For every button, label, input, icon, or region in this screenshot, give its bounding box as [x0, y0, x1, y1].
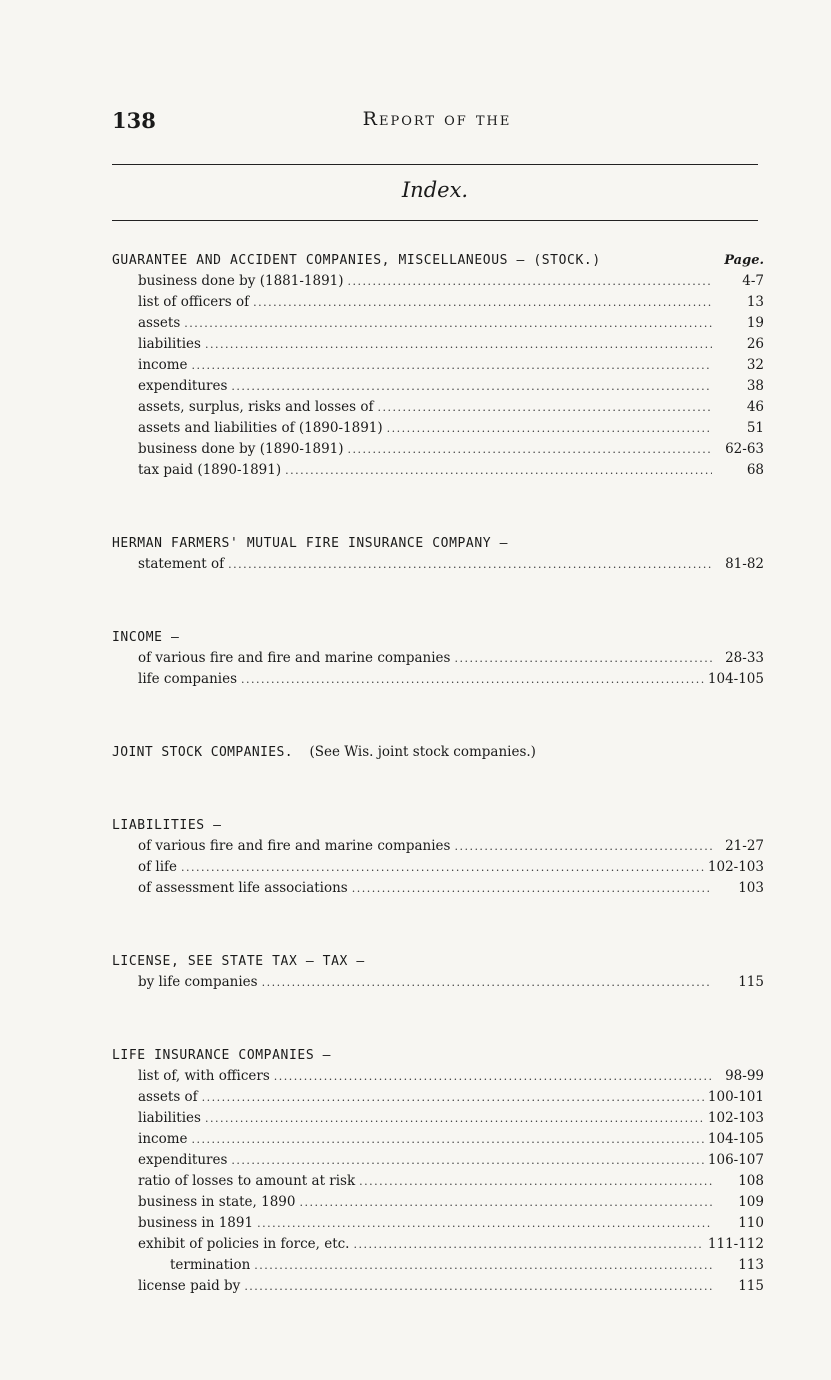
page-column-label: Page. [724, 253, 764, 268]
running-header [112, 108, 762, 138]
section-gap [112, 575, 764, 627]
entry-page: 111-112 [707, 1236, 764, 1252]
entry-label: of various fire and fire and marine companies [138, 650, 451, 666]
entry-page: 115 [738, 974, 764, 990]
entry-label: business in 1891 [138, 1215, 254, 1231]
entry-page: 21-27 [725, 838, 764, 854]
section-heading [112, 533, 764, 554]
section-gap [112, 481, 764, 533]
index-section-liabilities [112, 815, 764, 899]
section-heading [112, 627, 764, 648]
joint-stock-heading-text: JOINT STOCK COMPANIES. [112, 745, 293, 760]
index-entry [112, 1171, 764, 1192]
entry-page: 104-105 [707, 671, 764, 687]
leader-dots [244, 1276, 712, 1297]
entry-page: 68 [746, 462, 764, 478]
entry-label: ratio of losses to amount at risk [138, 1173, 356, 1189]
entry-label: tax paid (1890-1891) [138, 462, 282, 478]
index-section-license [112, 951, 764, 993]
entry-page: 100-101 [707, 1089, 764, 1105]
entry-label: liabilities [138, 336, 201, 352]
section-heading [112, 951, 764, 972]
entry-label: of assessment life associations [138, 880, 348, 896]
section-gap [112, 763, 764, 815]
section-gap [112, 690, 764, 742]
index-content [112, 250, 764, 1297]
index-entry [112, 669, 764, 690]
index-title: Index. [401, 178, 469, 202]
index-entry [112, 418, 764, 439]
index-entry [112, 397, 764, 418]
entry-label: liabilities [138, 1110, 201, 1126]
entry-label: assets and liabilities of (1890-1891) [138, 420, 383, 436]
section-heading [112, 815, 764, 836]
index-entry [112, 836, 764, 857]
page-number: 138 [112, 108, 156, 133]
entry-label: expenditures [138, 1152, 228, 1168]
leader-dots [254, 1255, 712, 1276]
leader-dots [228, 554, 712, 575]
index-entry [112, 1234, 764, 1255]
leader-dots [387, 418, 712, 439]
entry-page: 113 [738, 1257, 764, 1273]
index-entry [112, 972, 764, 993]
leader-dots [352, 878, 712, 899]
entry-page: 46 [746, 399, 764, 415]
entry-label: list of officers of [138, 294, 250, 310]
entry-label: by life companies [138, 974, 258, 990]
entry-page: 81-82 [725, 556, 764, 572]
entry-page: 32 [746, 357, 764, 373]
entry-page: 62-63 [725, 441, 764, 457]
leader-dots [253, 292, 712, 313]
entry-label: exhibit of policies in force, etc. [138, 1236, 350, 1252]
entry-label: statement of [138, 556, 225, 572]
entry-page: 102-103 [707, 859, 764, 875]
entry-label: life companies [138, 671, 238, 687]
entry-label: income [138, 357, 188, 373]
section-heading-text: LIABILITIES — [112, 818, 222, 833]
entry-page: 98-99 [725, 1068, 764, 1084]
leader-dots [359, 1171, 712, 1192]
entry-page: 28-33 [725, 650, 764, 666]
section-heading [112, 250, 764, 271]
bottom-rule [112, 220, 758, 221]
leader-dots [192, 1129, 704, 1150]
leader-dots [377, 397, 712, 418]
leader-dots [454, 836, 712, 857]
entry-page: 109 [738, 1194, 764, 1210]
index-section-guarantee [112, 250, 764, 481]
index-entry [112, 1255, 764, 1276]
entry-label: business done by (1890-1891) [138, 441, 344, 457]
entry-label: assets, surplus, risks and losses of [138, 399, 374, 415]
entry-page: 103 [738, 880, 764, 896]
index-entry [112, 1276, 764, 1297]
leader-dots [205, 1108, 704, 1129]
leader-dots [184, 313, 712, 334]
index-entry [112, 355, 764, 376]
index-entry [112, 292, 764, 313]
index-entry [112, 1150, 764, 1171]
leader-dots [348, 439, 712, 460]
leader-dots [257, 1213, 712, 1234]
index-section-joint-stock [112, 742, 764, 763]
entry-page: 19 [746, 315, 764, 331]
index-entry [112, 1066, 764, 1087]
entry-label: license paid by [138, 1278, 241, 1294]
entry-label: business in state, 1890 [138, 1194, 296, 1210]
index-entry [112, 1087, 764, 1108]
entry-page: 104-105 [707, 1131, 764, 1147]
entry-page: 4-7 [742, 273, 764, 289]
entry-page: 115 [738, 1278, 764, 1294]
section-gap [112, 993, 764, 1045]
leader-dots [262, 972, 712, 993]
top-rule [112, 164, 758, 165]
index-entry [112, 439, 764, 460]
running-title: Report of the [362, 108, 512, 130]
section-gap [112, 899, 764, 951]
index-section-income [112, 627, 764, 690]
joint-stock-heading [112, 742, 764, 763]
entry-label: income [138, 1131, 188, 1147]
leader-dots [231, 1150, 704, 1171]
joint-stock-note: (See Wis. joint stock companies.) [309, 744, 536, 760]
entry-page: 51 [746, 420, 764, 436]
entry-page: 108 [738, 1173, 764, 1189]
leader-dots [299, 1192, 712, 1213]
index-section-herman [112, 533, 764, 575]
index-entry [112, 648, 764, 669]
leader-dots [274, 1066, 712, 1087]
entry-page: 110 [738, 1215, 764, 1231]
index-entry [112, 857, 764, 878]
section-heading-text: INCOME — [112, 630, 180, 645]
leader-dots [181, 857, 704, 878]
entry-label: of life [138, 859, 178, 875]
index-entry [112, 334, 764, 355]
index-entry [112, 460, 764, 481]
entry-page: 26 [746, 336, 764, 352]
leader-dots [231, 376, 712, 397]
section-heading-text: HERMAN FARMERS' MUTUAL FIRE INSURANCE COMPANY — [112, 536, 509, 551]
entry-label: list of, with officers [138, 1068, 270, 1084]
entry-label: of various fire and fire and marine companies [138, 838, 451, 854]
index-entry [112, 1129, 764, 1150]
entry-page: 106-107 [707, 1152, 764, 1168]
entry-label: expenditures [138, 378, 228, 394]
entry-label: assets of [138, 1089, 198, 1105]
index-entry [112, 376, 764, 397]
leader-dots [454, 648, 712, 669]
index-entry [112, 554, 764, 575]
index-section-life-insurance [112, 1045, 764, 1297]
section-heading [112, 1045, 764, 1066]
leader-dots [205, 334, 712, 355]
index-entry [112, 271, 764, 292]
entry-label: business done by (1881-1891) [138, 273, 344, 289]
section-heading-text: LICENSE, SEE STATE TAX — TAX — [112, 954, 365, 969]
index-entry [112, 1213, 764, 1234]
leader-dots [202, 1087, 704, 1108]
leader-dots [192, 355, 713, 376]
leader-dots [241, 669, 704, 690]
index-entry [112, 878, 764, 899]
section-heading-text: LIFE INSURANCE COMPANIES — [112, 1048, 332, 1063]
section-heading-text: GUARANTEE AND ACCIDENT COMPANIES, MISCELLANEOUS — (STOCK.) [112, 253, 601, 268]
leader-dots [285, 460, 712, 481]
index-entry [112, 1192, 764, 1213]
index-entry [112, 313, 764, 334]
leader-dots [348, 271, 712, 292]
entry-page: 13 [746, 294, 764, 310]
index-entry [112, 1108, 764, 1129]
entry-label: termination [170, 1257, 251, 1273]
entry-page: 102-103 [707, 1110, 764, 1126]
entry-label: assets [138, 315, 181, 331]
leader-dots [353, 1234, 703, 1255]
entry-page: 38 [746, 378, 764, 394]
